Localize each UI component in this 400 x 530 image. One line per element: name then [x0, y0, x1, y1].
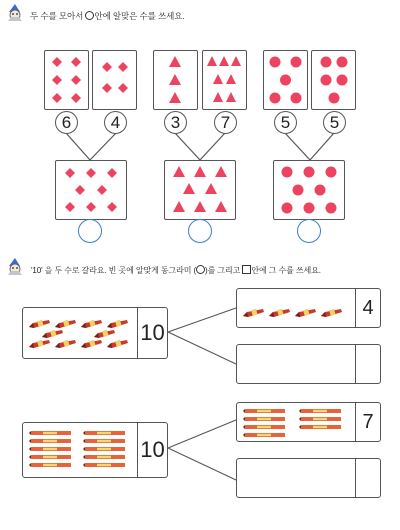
- total-number: 10: [137, 308, 167, 358]
- triangle-group-icon: [203, 51, 246, 109]
- diamond-group-icon: [45, 51, 88, 109]
- diamond-group-icon: [56, 161, 126, 219]
- number-circle: 4: [104, 111, 127, 134]
- triangle-group-icon: [154, 51, 197, 109]
- diamond-card-6: [44, 50, 89, 110]
- answer-circle[interactable]: [297, 219, 321, 243]
- triangle-card-7: [202, 50, 247, 110]
- circle-group-icon: [274, 161, 344, 219]
- pencil-group-icon: [239, 406, 351, 440]
- total-number: 10: [137, 423, 167, 477]
- diamond-combined-card: [55, 160, 127, 220]
- crayon-total-box: [22, 307, 168, 359]
- mascot-icon: [4, 257, 26, 277]
- split-top-box: [236, 288, 381, 328]
- split-bottom-box[interactable]: [236, 458, 381, 498]
- answer-cell[interactable]: [355, 459, 380, 497]
- number-circle: 5: [323, 111, 346, 134]
- circle-combined-card: [273, 160, 345, 220]
- section1-instruction: 두 수를 모아서 안에 알맞은 수를 쓰세요.: [30, 11, 185, 21]
- split-number: 4: [355, 289, 380, 327]
- crayon-group-icon: [25, 312, 135, 356]
- circle-card-5b: [311, 50, 356, 110]
- split-bottom-box[interactable]: [236, 344, 381, 384]
- number-circle: 5: [274, 111, 297, 134]
- answer-cell[interactable]: [355, 345, 380, 383]
- square-symbol-icon: [242, 265, 251, 274]
- triangle-group-icon: [165, 161, 235, 219]
- number-circle: 6: [55, 111, 78, 134]
- circle-group-icon: [264, 51, 307, 109]
- answer-circle[interactable]: [78, 219, 102, 243]
- diamond-group-icon: [93, 51, 136, 109]
- split-top-box: [236, 402, 381, 442]
- circle-group-icon: [312, 51, 355, 109]
- number-circle: 7: [214, 111, 237, 134]
- section2-instruction: '10' 을 두 수로 갈라요. 빈 곳에 알맞게 동그라미 ( )를 그리고 안에 그 수를 쓰세요.: [31, 266, 321, 275]
- circle-card-5a: [263, 50, 308, 110]
- circle-symbol-icon: [196, 265, 205, 274]
- pencil-group-icon: [25, 427, 135, 475]
- triangle-card-3: [153, 50, 198, 110]
- split-number: 7: [355, 403, 380, 441]
- answer-circle[interactable]: [188, 219, 212, 243]
- pencil-total-box: [22, 422, 168, 478]
- number-circle: 3: [164, 111, 187, 134]
- diamond-card-4: [92, 50, 137, 110]
- triangle-combined-card: [164, 160, 236, 220]
- crayon-group-icon: [239, 293, 349, 325]
